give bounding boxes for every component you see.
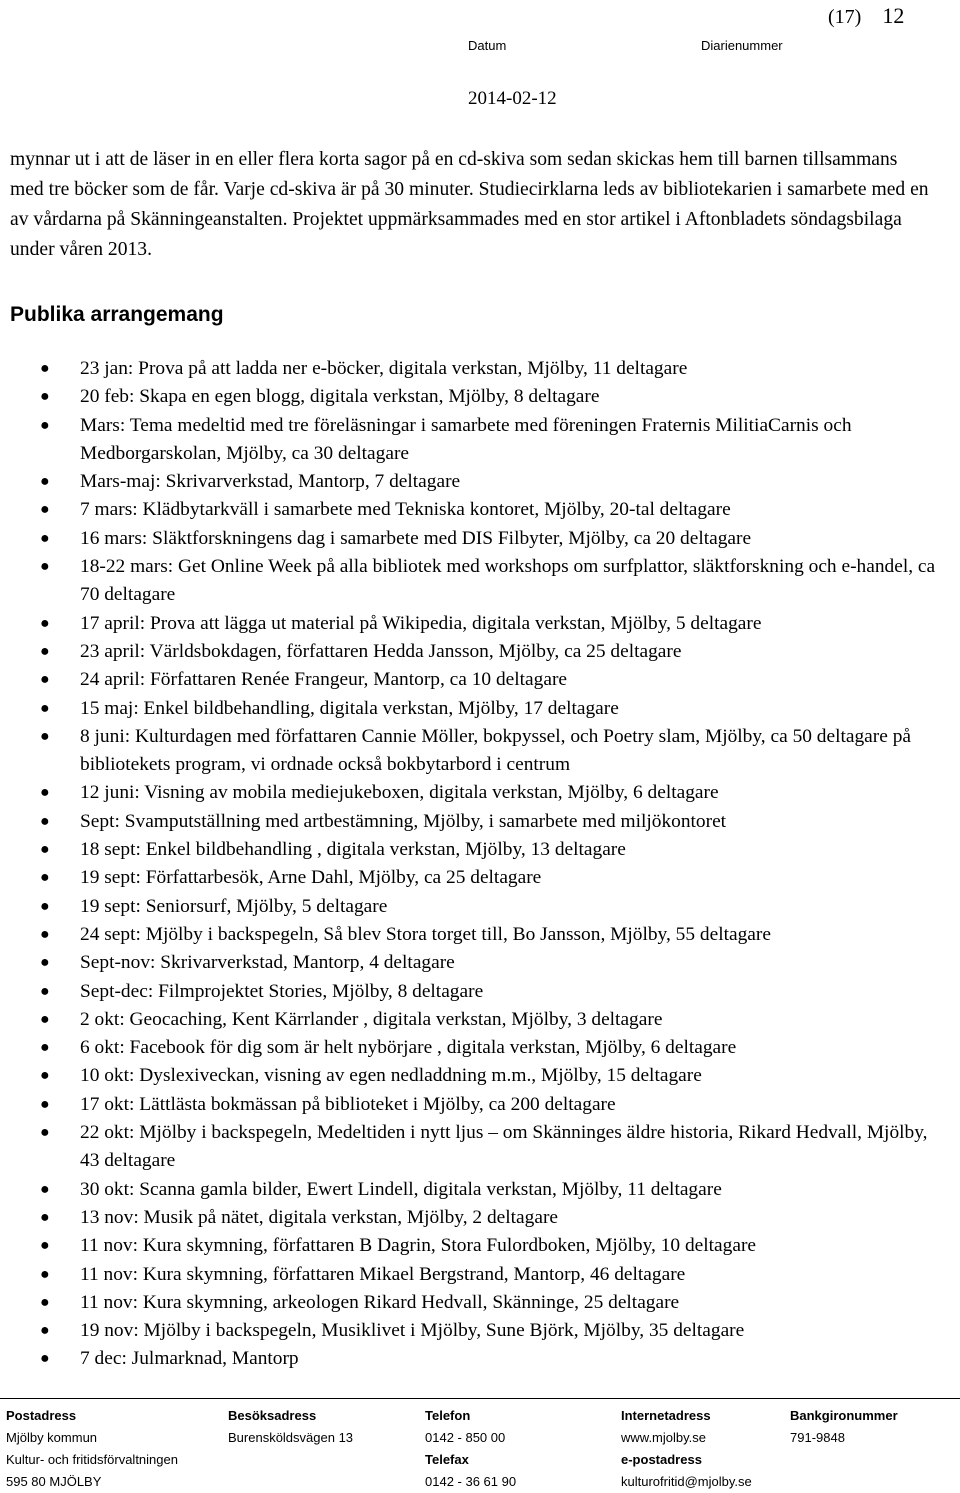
event-text: 11 nov: Kura skymning, arkeologen Rikard Hedvall, Skänninge, 25 deltagare (80, 1291, 680, 1313)
event-text: Mars-maj: Skrivarverkstad, Mantorp, 7 deltagare (80, 471, 461, 493)
event-item (0, 1345, 940, 1373)
bullet-icon: ● (40, 388, 50, 406)
page-number (828, 0, 904, 33)
event-item (0, 808, 940, 836)
telefon-label: Telefon (425, 1408, 471, 1423)
postadress-line2: Kultur- och fritidsförvaltningen (6, 1452, 178, 1467)
event-item (0, 1261, 940, 1289)
event-item (0, 383, 940, 411)
event-item (0, 638, 940, 666)
event-item (0, 1091, 940, 1119)
bullet-icon: ● (40, 642, 50, 660)
event-text: 30 okt: Scanna gamla bilder, Ewert Lindell, digitala verkstan, Mjölby, 11 deltagare (80, 1178, 722, 1200)
event-item (0, 1232, 940, 1260)
event-text: 15 maj: Enkel bildbehandling, digitala verkstan, Mjölby, 17 deltagare (80, 697, 619, 719)
footer-postadress (6, 1405, 178, 1493)
event-item (0, 610, 940, 638)
event-item (0, 496, 940, 524)
internet-label: Internetadress (621, 1408, 711, 1423)
event-text: 11 nov: Kura skymning, författaren B Dagrin, Stora Fulordboken, Mjölby, 10 deltagare (80, 1235, 757, 1257)
bullet-icon: ● (40, 1237, 50, 1255)
page-number-total: (17) (828, 6, 862, 28)
bullet-icon: ● (40, 1265, 50, 1283)
page-number-current: 12 (882, 3, 905, 28)
bullet-icon: ● (40, 1350, 50, 1368)
bullet-icon: ● (40, 954, 50, 972)
telefon-value: 0142 - 850 00 (425, 1430, 506, 1445)
event-item (0, 893, 940, 921)
postadress-line3: 595 80 MJÖLBY (6, 1474, 102, 1489)
bullet-icon: ● (40, 614, 50, 632)
event-text: 17 april: Prova att lägga ut material på Wikipedia, digitala verkstan, Mjölby, 5 deltagare (80, 612, 762, 634)
besoksadress-label: Besöksadress (228, 1408, 317, 1423)
bullet-icon: ● (40, 784, 50, 802)
epost-value[interactable]: kulturofritid@mjolby.se (621, 1474, 752, 1489)
event-text: 8 juni: Kulturdagen med författaren Cannie Möller, bokpyssel, och Poetry slam, Mjölby, ca 50 deltagare på bibliotekets program, vi ordnade också bokbytarbord i centrum (80, 725, 912, 776)
event-item (0, 1204, 940, 1232)
event-item (0, 553, 940, 610)
event-text: Sept-nov: Skrivarverkstad, Mantorp, 4 deltagare (80, 952, 455, 974)
bankgiro-value: 791-9848 (790, 1430, 845, 1445)
internet-value[interactable]: www.mjolby.se (621, 1430, 707, 1445)
telefax-label: Telefax (425, 1452, 469, 1467)
bullet-icon: ● (40, 1293, 50, 1311)
event-text: 23 april: Världsbokdagen, författaren Hedda Jansson, Mjölby, ca 25 deltagare (80, 640, 682, 662)
event-text: 7 dec: Julmarknad, Mantorp (80, 1348, 299, 1370)
document-date: 2014-02-12 (468, 88, 557, 109)
event-text: Sept-dec: Filmprojektet Stories, Mjölby, 8 deltagare (80, 980, 484, 1002)
bullet-icon: ● (40, 925, 50, 943)
postadress-line1: Mjölby kommun (6, 1430, 98, 1445)
bullet-icon: ● (40, 1067, 50, 1085)
event-text: 17 okt: Lättlästa bokmässan på biblioteket i Mjölby, ca 200 deltagare (80, 1093, 616, 1115)
date-label: Datum (468, 38, 507, 53)
event-text: 16 mars: Släktforskningens dag i samarbete med DIS Filbyter, Mjölby, ca 20 deltagare (80, 527, 752, 549)
footer-internet (621, 1405, 752, 1493)
event-text: 24 april: Författaren Renée Frangeur, Mantorp, ca 10 deltagare (80, 669, 568, 691)
bullet-icon: ● (40, 558, 50, 576)
event-item (0, 1289, 940, 1317)
bullet-icon: ● (40, 841, 50, 859)
bullet-icon: ● (40, 982, 50, 1000)
event-text: Sept: Svamputställning med artbestämning, Mjölby, i samarbete med miljökontoret (80, 810, 727, 832)
event-item (0, 525, 940, 553)
event-text: 23 jan: Prova på att ladda ner e-böcker, digitala verkstan, Mjölby, 11 deltagare (80, 358, 688, 379)
section-title: Publika arrangemang (10, 303, 224, 326)
event-text: 19 sept: Författarbesök, Arne Dahl, Mjölby, ca 25 deltagare (80, 867, 542, 889)
bullet-icon: ● (40, 501, 50, 519)
event-text: 6 okt: Facebook för dig som är helt nybörjare , digitala verkstan, Mjölby, 6 deltagare (80, 1037, 737, 1059)
event-item (0, 695, 940, 723)
footer-bankgiro (790, 1405, 898, 1449)
event-item (0, 779, 940, 807)
besoksadress-value: Burensköldsvägen 13 (228, 1430, 354, 1445)
event-text: 7 mars: Klädbytarkväll i samarbete med Tekniska kontoret, Mjölby, 20-tal deltagare (80, 499, 731, 521)
event-text: 20 feb: Skapa en egen blogg, digitala verkstan, Mjölby, 8 deltagare (80, 386, 600, 408)
epost-label: e-postadress (621, 1452, 702, 1467)
bullet-icon: ● (40, 869, 50, 887)
telefax-value: 0142 - 36 61 90 (425, 1474, 517, 1489)
event-item (0, 355, 940, 383)
bullet-icon: ● (40, 812, 50, 830)
event-text: 2 okt: Geocaching, Kent Kärrlander , digitala verkstan, Mjölby, 3 deltagare (80, 1008, 663, 1030)
footer-besoksadress (228, 1405, 353, 1449)
event-item (0, 723, 940, 780)
event-item (0, 978, 940, 1006)
event-text: 12 juni: Visning av mobila mediejukeboxen, digitala verkstan, Mjölby, 6 deltagare (80, 782, 719, 804)
bullet-icon: ● (40, 1039, 50, 1057)
event-item (0, 1062, 940, 1090)
event-item (0, 468, 940, 496)
event-item (0, 1317, 940, 1345)
event-text: 18 sept: Enkel bildbehandling , digitala verkstan, Mjölby, 13 deltagare (80, 839, 626, 861)
bullet-icon: ● (40, 1322, 50, 1340)
event-item (0, 412, 940, 469)
bankgiro-label: Bankgironummer (790, 1408, 898, 1423)
event-item (0, 864, 940, 892)
event-item (0, 1119, 940, 1176)
bullet-icon: ● (40, 671, 50, 689)
postadress-label: Postadress (6, 1408, 77, 1423)
event-text: 11 nov: Kura skymning, författaren Mikael Bergstrand, Mantorp, 46 deltagare (80, 1263, 686, 1285)
event-item (0, 836, 940, 864)
bullet-icon: ● (40, 1208, 50, 1226)
event-text: 10 okt: Dyslexiveckan, visning av egen nedladdning m.m., Mjölby, 15 deltagare (80, 1065, 702, 1087)
event-item (0, 949, 940, 977)
event-text: 19 sept: Seniorsurf, Mjölby, 5 deltagare (80, 895, 388, 917)
registration-number-label: Diarienummer (701, 38, 783, 53)
events-list (0, 355, 940, 1374)
bullet-icon: ● (40, 1124, 50, 1142)
bullet-icon: ● (40, 416, 50, 434)
event-text: 24 sept: Mjölby i backspegeln, Så blev Stora torget till, Bo Jansson, Mjölby, 55 deltagare (80, 923, 771, 945)
event-item (0, 921, 940, 949)
bullet-icon: ● (40, 1095, 50, 1113)
event-item (0, 1006, 940, 1034)
bullet-icon: ● (40, 1180, 50, 1198)
event-text: Mars: Tema medeltid med tre föreläsningar i samarbete med föreningen Fraternis MilitiaCarnis och Medborgarskolan, Mjölby, ca 30 deltagare (80, 414, 852, 464)
bullet-icon: ● (40, 897, 50, 915)
event-text: 13 nov: Musik på nätet, digitala verkstan, Mjölby, 2 deltagare (80, 1206, 559, 1228)
bullet-icon: ● (40, 529, 50, 547)
event-text: 22 okt: Mjölby i backspegeln, Medeltiden i nytt ljus – om Skänninges äldre historia, Rikard Hedvall, Mjölby, 43 deltagare (80, 1122, 928, 1172)
bullet-icon: ● (40, 699, 50, 717)
bullet-icon: ● (40, 727, 50, 745)
event-item (0, 666, 940, 694)
footer-telefon (425, 1405, 516, 1493)
intro-paragraph: mynnar ut i att de läser in en eller flera korta sagor på en cd-skiva som sedan skickas hem till barnen tillsammans med tre böcker som de får. Varje cd-skiva är på 30 minuter. Studiecirklarna leds av bibliotekarien i samarbete med en av vårdarna på Skänningeanstalten. Projektet uppmärksammades med en stor artikel i Aftonbladets söndagsbilaga under våren 2013. (10, 149, 929, 260)
footer-divider (0, 1398, 960, 1399)
bullet-icon: ● (40, 360, 50, 377)
event-text: 19 nov: Mjölby i backspegeln, Musiklivet i Mjölby, Sune Björk, Mjölby, 35 deltagare (80, 1320, 745, 1342)
event-item (0, 1176, 940, 1204)
event-item (0, 1034, 940, 1062)
event-text: 18-22 mars: Get Online Week på alla bibliotek med workshops om surfplattor, släktforskning och e-handel, ca 70 deltagare (80, 556, 936, 606)
bullet-icon: ● (40, 1010, 50, 1028)
bullet-icon: ● (40, 473, 50, 491)
